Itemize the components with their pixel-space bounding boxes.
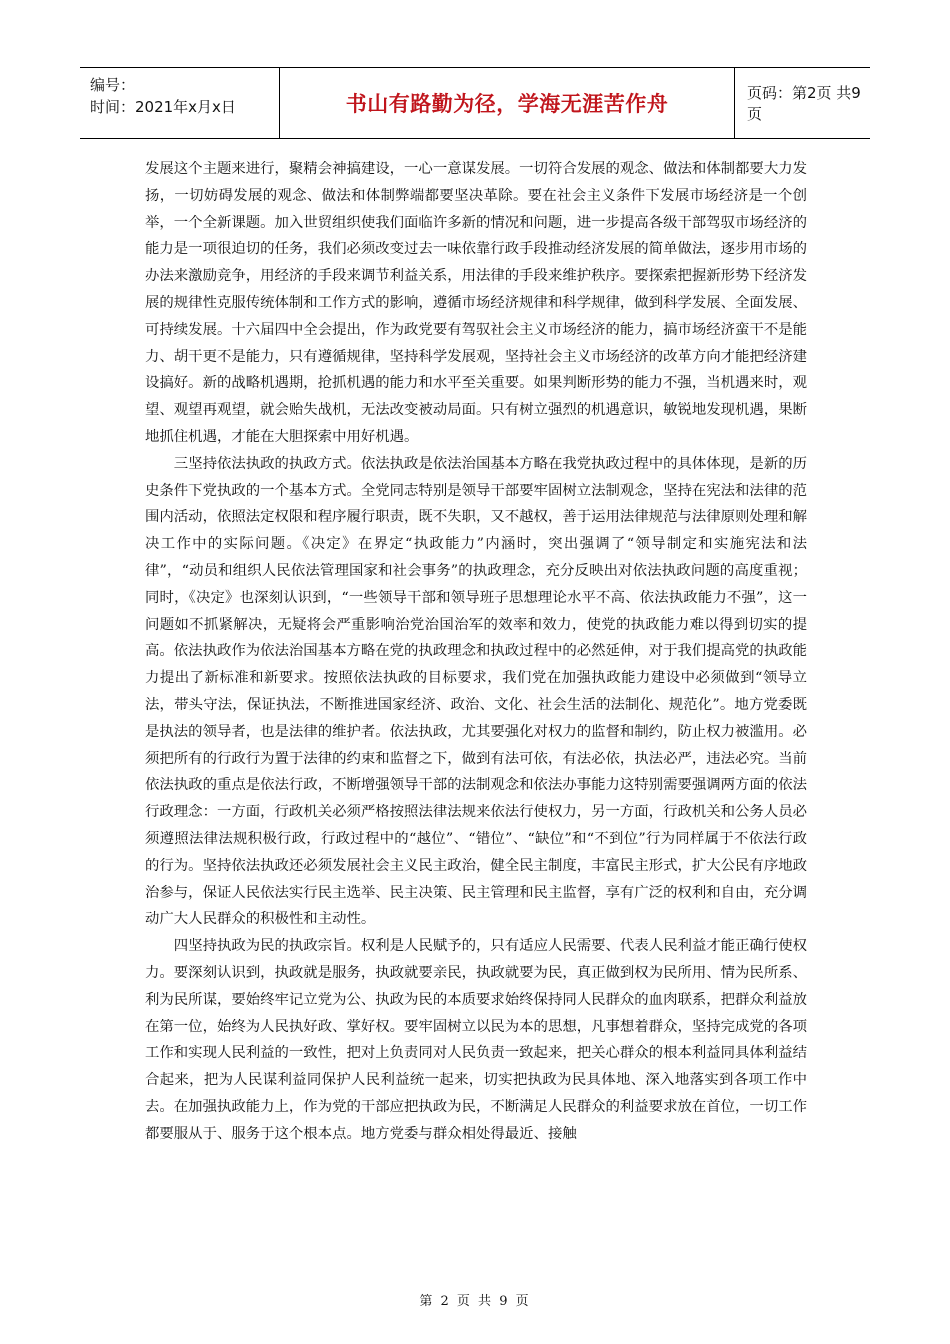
- document-time-label: 时间：2021年x月x日: [90, 98, 236, 116]
- document-number-label: 编号：: [90, 76, 136, 94]
- body-paragraph: 三坚持依法执政的执政方式。依法执政是依法治国基本方略在我党执政过程中的具体体现，是新的历史条件下党执政的一个基本方式。全党同志特别是领导干部要牢固树立法制观念，坚持在宪法和法律的范围内活动，依照法定权限和程序履行职责，既不失职，又不越权，善于运用法律规范与法律原则处理和解决工作中的实际问题。《决定》在界定“执政能力”内涵时，突出强调了“领导制定和实施宪法和法律”，“动员和组织人民依法管理国家和社会事务”的执政理念，充分反映出对依法执政问题的高度重视；同时，《决定》也深刻认识到，“一些领导干部和领导班子思想理论水平不高、依法执政能力不强”，这一问题如不抓紧解决，无疑将会严重影响治党治国治军的效率和效力，使党的执政能力难以得到切实的提高。依法执政作为依法治国基本方略在党的执政理念和执政过程中的必然延伸，对于我们提高党的执政能力提出了新标准和新要求。按照依法执政的目标要求，我们党在加强执政能力建设中必须做到“领导立法，带头守法，保证执法，不断推进国家经济、政治、文化、社会生活的法制化、规范化”。地方党委既是执法的领导者，也是法律的维护者。依法执政，尤其要强化对权力的监督和制约，防止权力被滥用。必须把所有的行政行为置于法律的约束和监督之下，做到有法可依，有法必依，执法必严，违法必究。当前依法执政的重点是依法行政，不断增强领导干部的法制观念和依法办事能力这特别需要强调两方面的依法行政理念：一方面，行政机关必须严格按照法律法规来依法行使权力，另一方面，行政机关和公务人员必须遵照法律法规积极行政，行政过程中的“越位”、“错位”、“缺位”和“不到位”行为同样属于不依法行政的行为。坚持依法执政还必须发展社会主义民主政治，健全民主制度，丰富民主形式，扩大公民有序地政治参与，保证人民依法实行民主选举、民主决策、民主管理和民主监督，享有广泛的权利和自由，充分调动广大人民群众的积极性和主动性。: [145, 455, 807, 928]
- document-body: [145, 156, 807, 1147]
- body-paragraph: 发展这个主题来进行，聚精会神搞建设，一心一意谋发展。一切符合发展的观念、做法和体制都要大力发扬，一切妨碍发展的观念、做法和体制弊端都要坚决革除。要在社会主义条件下发展市场经济是一个创举，一个全新课题。加入世贸组织使我们面临许多新的情况和问题，进一步提高各级干部驾驭市场经济的能力是一项很迫切的任务，我们必须改变过去一味依靠行政手段推动经济发展的简单做法，逐步用市场的办法来激励竞争，用经济的手段来调节利益关系，用法律的手段来维护秩序。要探索把握新形势下经济发展的规律性克服传统体制和工作方式的影响，遵循市场经济规律和科学规律，做到科学发展、全面发展、可持续发展。十六届四中全会提出，作为政党要有驾驭社会主义市场经济的能力，搞市场经济蛮干不是能力、胡干更不是能力，只有遵循规律，坚持科学发展观，坚持社会主义市场经济的改革方向才能把经济建设搞好。新的战略机遇期，抢抓机遇的能力和水平至关重要。如果判断形势的能力不强，当机遇来时，观望、观望再观望，就会贻失战机，无法改变被动局面。只有树立强烈的机遇意识，敏锐地发现机遇，果断地抓住机遇，才能在大胆探索中用好机遇。: [145, 161, 807, 445]
- body-paragraph: 四坚持执政为民的执政宗旨。权利是人民赋予的，只有适应人民需要、代表人民利益才能正确行使权力。要深刻认识到，执政就是服务，执政就要亲民，执政就要为民，真正做到权为民所用、情为民所系、利为民所谋，要始终牢记立党为公、执政为民的本质要求始终保持同人民群众的血肉联系，把群众利益放在第一位，始终为人民执好政、掌好权。要牢固树立以民为本的思想，凡事想着群众，坚持完成党的各项工作和实现人民利益的一致性，把对上负责同对人民负责一致起来，把关心群众的根本利益同具体利益结合起来，把为人民谋利益同保护人民利益统一起来，切实把执政为民具体地、深入地落实到各项工作中去。在加强执政能力上，作为党的干部应把执政为民，不断满足人民群众的利益要求放在首位，一切工作都要服从于、服务于这个根本点。地方党委与群众相处得最近、接触: [145, 938, 807, 1142]
- header-motto-cell: [280, 68, 735, 138]
- page-footer: 第 2 页 共 9 页: [419, 1294, 531, 1309]
- header-meta: [80, 68, 280, 138]
- header-page-cell: [735, 68, 870, 138]
- header-motto: 书山有路勤为径，学海无涯苦作舟: [345, 92, 669, 116]
- header-page-number: 页码：第2页 共9页: [747, 84, 861, 123]
- page-header: [80, 67, 870, 139]
